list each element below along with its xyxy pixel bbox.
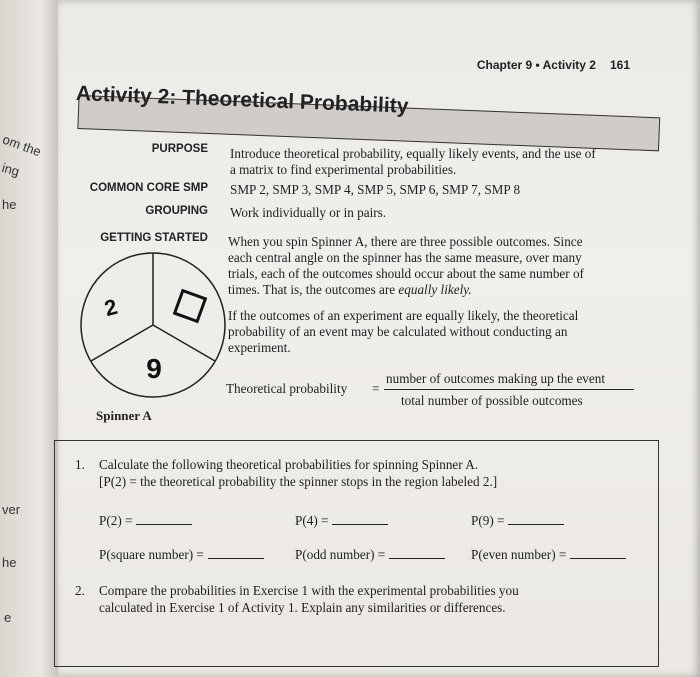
answer-blank[interactable] <box>136 523 192 525</box>
answer-label: P(square number) = <box>99 547 204 562</box>
formula-numerator: number of outcomes making up the event <box>386 371 606 386</box>
exercise-2-line: calculated in Exercise 1 of Activity 1. Explain any similarities or differences. <box>99 600 506 615</box>
left-fragment: e <box>4 610 12 625</box>
paragraph-line: each central angle on the spinner has the same measure, over many <box>228 250 582 265</box>
answer-p4 <box>295 513 388 529</box>
exercise-2-line: Compare the probabilities in Exercise 1 with the experimental probabilities you <box>99 583 519 598</box>
page-number: 161 <box>609 58 630 72</box>
spinner-label-2: 2 <box>101 293 121 322</box>
formula-denominator: total number of possible outcomes <box>401 393 583 408</box>
left-page-edge <box>0 0 58 677</box>
activity-title: Activity 2: Theoretical Probability <box>75 82 409 118</box>
left-fragment: ing <box>0 160 22 179</box>
answer-p2 <box>99 513 192 529</box>
formula-equals: = <box>372 381 380 396</box>
answer-label: P(odd number) = <box>295 547 386 562</box>
left-fragment: he <box>2 555 17 570</box>
answer-label: P(2) = <box>99 513 133 528</box>
exercise-1-line: [P(2) = the theoretical probability the spinner stops in the region labeled 2.] <box>99 474 498 489</box>
spinner-caption: Spinner A <box>96 408 152 423</box>
smp-text: SMP 2, SMP 3, SMP 4, SMP 5, SMP 6, SMP 7, SMP 8 <box>230 182 521 197</box>
left-fragment: ver <box>2 502 21 517</box>
answer-blank[interactable] <box>508 523 564 525</box>
paragraph-line: trials, each of the outcomes should occur about the same number of <box>228 266 584 281</box>
answer-square <box>99 547 264 563</box>
answer-blank[interactable] <box>208 557 264 559</box>
answer-odd <box>295 547 445 563</box>
answer-label: P(9) = <box>471 513 505 528</box>
paragraph-line: experiment. <box>228 340 291 355</box>
purpose-label: PURPOSE <box>151 143 208 155</box>
exercise-1-line: Calculate the following theoretical probabilities for spinning Spinner A. <box>99 457 479 472</box>
chapter-label: Chapter 9 • Activity 2 <box>476 58 596 72</box>
grouping-text: Work individually or in pairs. <box>230 205 387 220</box>
answer-even <box>471 547 626 563</box>
paragraph-line: If the outcomes of an experiment are equally likely, the theoretical <box>228 308 579 323</box>
answer-blank[interactable] <box>332 523 388 525</box>
answer-p9 <box>471 513 564 529</box>
spinner-a <box>78 250 228 400</box>
answer-label: P(even number) = <box>471 547 567 562</box>
exercise-2-number: 2. <box>75 583 85 598</box>
smp-label: COMMON CORE SMP <box>89 182 208 194</box>
page-header <box>477 58 630 72</box>
fraction-bar <box>384 389 634 390</box>
left-fragment: he <box>2 197 17 212</box>
purpose-line: a matrix to find experimental probabilities. <box>230 162 457 177</box>
getting-started-label: GETTING STARTED <box>100 232 208 244</box>
answer-label: P(4) = <box>295 513 329 528</box>
spinner-label-9: 9 <box>146 353 162 384</box>
emphasis-text: equally likely. <box>398 282 472 297</box>
grouping-label: GROUPING <box>145 205 208 217</box>
answer-blank[interactable] <box>570 557 626 559</box>
paragraph-line: probability of an event may be calculated without conducting an <box>228 324 568 339</box>
formula-lhs: Theoretical probability <box>226 381 348 396</box>
purpose-line: Introduce theoretical probability, equally likely events, and the use of <box>230 146 596 161</box>
exercise-1-number: 1. <box>75 457 85 472</box>
paragraph-line <box>228 282 472 297</box>
paragraph-line: When you spin Spinner A, there are three possible outcomes. Since <box>228 234 583 249</box>
exercises-box <box>54 440 659 667</box>
left-fragment: om the <box>0 131 44 160</box>
answer-blank[interactable] <box>389 557 445 559</box>
paragraph-text: times. That is, the outcomes are <box>228 282 396 297</box>
book-page <box>58 0 700 677</box>
